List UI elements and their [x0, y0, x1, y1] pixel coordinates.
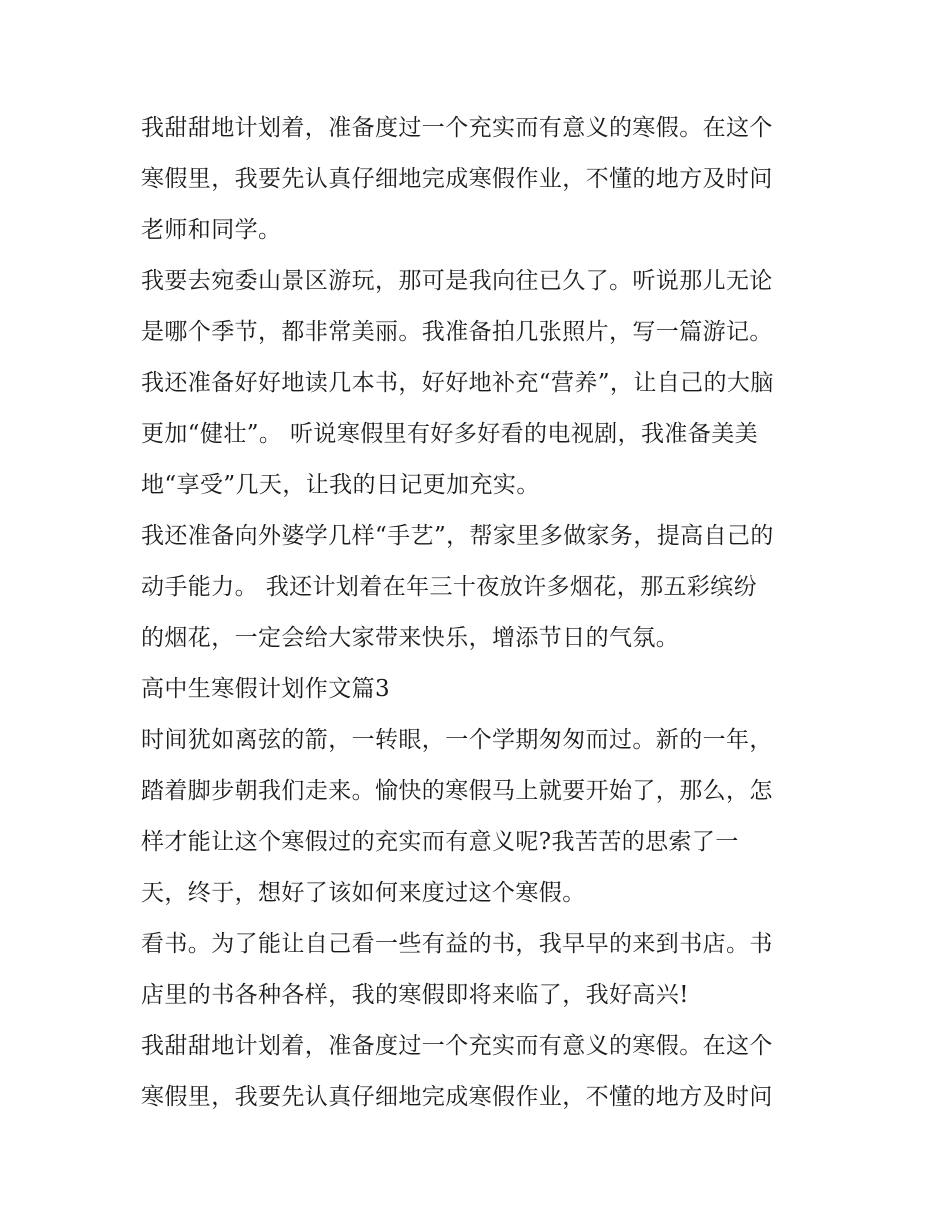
text-line: 我还准备向外婆学几样“手艺”，帮家里多做家务，提高自己的: [141, 523, 774, 549]
text-line: 我甜甜地计划着，准备度过一个充实而有意义的寒假。在这个: [141, 1033, 773, 1059]
text-line: 我还准备好好地读几本书，好好地补充“营养”，让自己的大脑: [141, 370, 774, 396]
text-line: 天，终于，想好了该如何来度过这个寒假。: [141, 880, 586, 906]
text-line: 的烟花，一定会给大家带来快乐，增添节日的气氛。: [141, 625, 680, 651]
text-line: 时间犹如离弦的箭，一转眼，一个学期匆匆而过。新的一年，: [141, 727, 773, 753]
text-line: 踏着脚步朝我们走来。愉快的寒假马上就要开始了，那么，怎: [141, 778, 773, 804]
text-line: 店里的书各种各样，我的寒假即将来临了，我好高兴!: [141, 982, 689, 1008]
text-line: 寒假里，我要先认真仔细地完成寒假作业，不懂的地方及时问: [141, 1084, 773, 1110]
text-line: 看书。为了能让自己看一些有益的书，我早早的来到书店。书: [141, 931, 773, 957]
text-line: 老师和同学。: [141, 217, 282, 243]
text-line: 动手能力。 我还计划着在年三十夜放许多烟花，那五彩缤纷: [141, 574, 758, 600]
text-line: 样才能让这个寒假过的充实而有意义呢?我苦苦的思索了一: [141, 829, 739, 855]
text-line: 更加“健壮”。 听说寒假里有好多好看的电视剧，我准备美美: [141, 421, 759, 447]
text-line: 我甜甜地计划着，准备度过一个充实而有意义的寒假。在这个: [141, 115, 773, 141]
text-line: 是哪个季节，都非常美丽。我准备拍几张照片，写一篇游记。: [141, 319, 773, 345]
document-body: [141, 103, 821, 1123]
text-line: 地“享受”几天，让我的日记更加充实。: [141, 472, 540, 498]
text-line: 我要去宛委山景区游玩，那可是我向往已久了。听说那儿无论: [141, 268, 773, 294]
text-line: 寒假里，我要先认真仔细地完成寒假作业，不懂的地方及时问: [141, 166, 773, 192]
section-heading: 高中生寒假计划作文篇3: [141, 676, 391, 702]
